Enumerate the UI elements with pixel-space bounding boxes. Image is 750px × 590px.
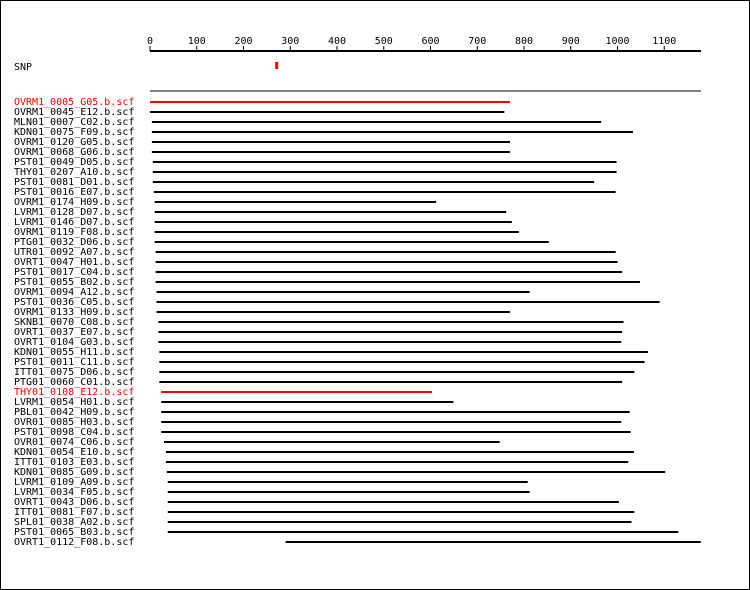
read-name[interactable]: PST01_0036_C05.b.scf	[14, 297, 135, 308]
read-name[interactable]: PST01_0049_D05.b.scf	[14, 157, 135, 168]
read-name[interactable]: SPL01_0038_A02.b.scf	[14, 517, 135, 528]
ruler-tick-label: 700	[468, 36, 487, 47]
read-name[interactable]: OVR01_0085_H03.b.scf	[14, 417, 135, 428]
read-name[interactable]: ITT01_0103_E03.b.scf	[14, 457, 135, 468]
read-name[interactable]: PTG01_0060_C01.b.scf	[14, 377, 135, 388]
read-name[interactable]: KDN01_0085_G09.b.scf	[14, 467, 135, 478]
read-name[interactable]: PTG01_0032_D06.b.scf	[14, 237, 135, 248]
read-name[interactable]: SKNB1_0070_C08.b.scf	[14, 317, 135, 328]
ruler-tick-label: 900	[561, 36, 580, 47]
ruler-tick-label: 1100	[652, 36, 677, 47]
read-name[interactable]: PST01_0011_C11.b.scf	[14, 357, 135, 368]
snp-label: SNP	[14, 62, 33, 73]
read-name[interactable]: LVRM1_0054_H01.b.scf	[14, 397, 135, 408]
read-name[interactable]: OVRM1_0119_F08.b.scf	[14, 227, 135, 238]
ruler-tick-label: 0	[146, 36, 154, 47]
read-name[interactable]: PST01_0098_C04.b.scf	[14, 427, 135, 438]
read-name[interactable]: PBL01_0042_H09.b.scf	[14, 407, 135, 418]
read-name[interactable]: PST01_0065_B03.b.scf	[14, 527, 135, 538]
read-name[interactable]: OVRT1_0112_F08.b.scf	[14, 537, 135, 548]
read-name[interactable]: OVRM1_0174_H09.b.scf	[14, 197, 135, 208]
ruler-tick-label: 800	[514, 36, 534, 47]
read-row[interactable]	[14, 537, 701, 548]
read-name[interactable]: PST01_0081_D01.b.scf	[14, 177, 135, 188]
read-name[interactable]: OVRM1_0005_G05.b.scf	[14, 97, 135, 108]
position-ruler	[147, 36, 701, 51]
read-name[interactable]: MLN01_0007_C02.b.scf	[14, 117, 135, 128]
read-name[interactable]: OVRT1_0047_H01.b.scf	[14, 257, 135, 268]
ruler-tick-label: 600	[421, 36, 440, 47]
ruler-tick-label: 500	[374, 36, 393, 47]
read-name[interactable]: PST01_0017_C04.b.scf	[14, 267, 135, 278]
read-name[interactable]: LVRM1_0146_D07.b.scf	[14, 217, 135, 228]
read-name[interactable]: THY01_0207_A10.b.scf	[14, 167, 135, 178]
read-name[interactable]: ITT01_0081_F07.b.scf	[14, 507, 135, 518]
read-name[interactable]: LVRM1_0128_D07.b.scf	[14, 207, 135, 218]
read-name[interactable]: OVRT1_0037_E07.b.scf	[14, 327, 135, 338]
read-name[interactable]: KDN01_0055_H11.b.scf	[14, 347, 135, 358]
read-name[interactable]: OVRT1_0043_D06.b.scf	[14, 497, 135, 508]
ruler-tick-label: 400	[327, 36, 347, 47]
read-name[interactable]: PST01_0016_E07.b.scf	[14, 187, 135, 198]
read-list	[14, 97, 701, 548]
read-name[interactable]: ITT01_0075_D06.b.scf	[14, 367, 135, 378]
read-name[interactable]: OVRM1_0068_G06.b.scf	[14, 147, 135, 158]
ruler-tick-label: 1000	[605, 36, 630, 47]
read-name[interactable]: THY01_0108_E12.b.scf	[14, 387, 135, 398]
read-alignment-diagram	[1, 1, 749, 589]
read-name[interactable]: OVRM1_0133_H09.b.scf	[14, 307, 135, 318]
ruler-tick-label: 300	[281, 36, 300, 47]
read-name[interactable]: OVRM1_0094_A12.b.scf	[14, 287, 135, 298]
read-name[interactable]: LVRM1_0034_F05.b.scf	[14, 487, 135, 498]
read-name[interactable]: OVRM1_0120_G05.b.scf	[14, 137, 135, 148]
read-name[interactable]: KDN01_0075_F09.b.scf	[14, 127, 135, 138]
snp-marker[interactable]	[275, 62, 278, 69]
read-name[interactable]: LVRM1_0109_A09.b.scf	[14, 477, 135, 488]
read-name[interactable]: KDN01_0054_E10.b.scf	[14, 447, 135, 458]
ruler-tick-label: 200	[234, 36, 253, 47]
read-name[interactable]: PST01_0055_B02.b.scf	[14, 277, 135, 288]
read-name[interactable]: OVRM1_0045_E12.b.scf	[14, 107, 135, 118]
ruler-tick-label: 100	[187, 36, 206, 47]
snp-track	[14, 62, 278, 73]
read-name[interactable]: UTR01_0092_A07.b.scf	[14, 247, 135, 258]
read-name[interactable]: OVRT1_0104_G03.b.scf	[14, 337, 135, 348]
read-name[interactable]: OVR01_0074_C06.b.scf	[14, 437, 135, 448]
